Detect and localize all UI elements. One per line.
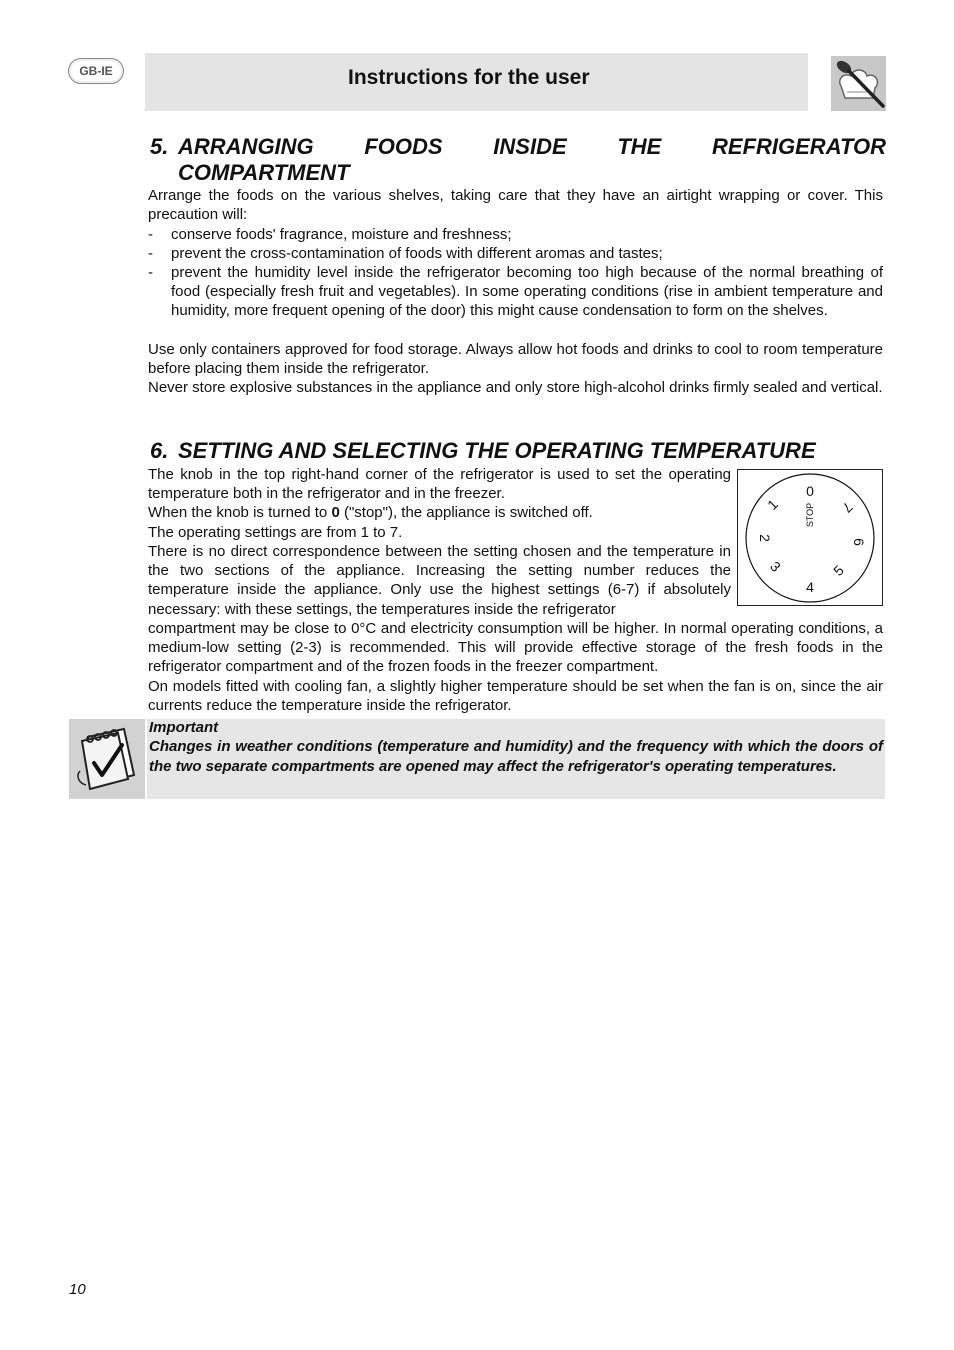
notepad-check-icon <box>74 723 140 795</box>
section5-title-word: THE <box>617 134 662 159</box>
knob-label-7: 7 <box>839 499 856 516</box>
section6-p4-wide: compartment may be close to 0°C and electricity consumption will be higher. In normal operating conditions, a medium-low setting (2-3) is recommended. This will provide effective storage of the fresh foods in the refrigerator compartment and of the frozen foods in the freezer compartment. <box>148 620 883 676</box>
section5-title-word: INSIDE <box>493 134 567 159</box>
important-note-text <box>149 718 883 776</box>
section5-title-line2: COMPARTMENT <box>178 160 350 185</box>
section6-p2-text: ("stop"), the appliance is switched off. <box>339 504 593 521</box>
knob-label-0: 0 <box>806 483 814 499</box>
page-header-title: Instructions for the user <box>348 66 590 89</box>
note-body: Changes in weather conditions (temperature and humidity) and the frequency with which the doors of the two separate compartments are opened may affect the refrigerator's operating temperatures. <box>149 738 883 775</box>
section6-title: SETTING AND SELECTING THE OPERATING TEMPERATURE <box>178 438 816 463</box>
section6-p2-bold: 0 <box>331 504 340 521</box>
section5-title-word: REFRIGERATOR <box>712 134 886 159</box>
knob-label-2: 2 <box>757 534 773 542</box>
section6-p1: The knob in the top right-hand corner of the refrigerator is used to set the operating temperature both in the refrigerator and in the freezer. <box>148 466 731 503</box>
section5-intro: Arrange the foods on the various shelves, taking care that they have an airtight wrapping or cover. This precaution will: <box>148 187 883 224</box>
section6-number: 6. <box>150 438 169 463</box>
page-number: 10 <box>69 1281 86 1298</box>
knob-label-5: 5 <box>830 562 847 579</box>
section5-number: 5. <box>150 134 169 159</box>
section6-p3: The operating settings are from 1 to 7. <box>148 524 403 541</box>
section5-title-word: ARRANGING <box>178 134 314 159</box>
bullet-item: prevent the humidity level inside the refrigerator becoming too high because of the normal breathing of food (especially fresh fruit and vegetables). In some operating conditions (rise in ambient temperature and humidity, more frequent opening of the door) this might cause condensation to form on the shelves. <box>171 264 883 320</box>
section5-title-line1 <box>178 134 886 160</box>
section5-para3: Never store explosive substances in the appliance and only store high-alcohol drinks firmly sealed and vertical. <box>148 379 883 396</box>
knob-stop-label: STOP <box>805 502 815 528</box>
knob-label-4: 4 <box>806 579 814 595</box>
knob-label-1: 1 <box>764 496 781 513</box>
bullet-marker: - <box>148 226 153 243</box>
section5-title-word: FOODS <box>364 134 443 159</box>
bullet-item: prevent the cross-contamination of foods with different aromas and tastes; <box>171 245 663 262</box>
bullet-item: conserve foods' fragrance, moisture and freshness; <box>171 226 512 243</box>
language-badge: GB-IE <box>68 58 124 84</box>
section5-para2: Use only containers approved for food storage. Always allow hot foods and drinks to cool to room temperature before placing them inside the refrigerator. <box>148 341 883 378</box>
section6-p2 <box>148 503 731 522</box>
knob-label-6: 6 <box>851 538 867 546</box>
section6-p4-narrow: There is no direct correspondence between the setting chosen and the temperature in the two sections of the appliance. Increasing the setting number reduces the temperature inside the appliance. Only use the highest settings (6-7) if absolutely necessary: with these settings, the temperatures inside the refrigerator <box>148 543 731 618</box>
note-separator <box>145 719 147 799</box>
note-heading: Important <box>149 719 219 736</box>
section6-p2-text: When the knob is turned to <box>148 504 332 521</box>
bullet-marker: - <box>148 245 153 262</box>
chef-spoon-icon <box>831 56 886 111</box>
bullet-marker: - <box>148 264 153 281</box>
section6-p5: On models fitted with cooling fan, a slightly higher temperature should be set when the fan is on, since the air currents reduce the temperature inside the refrigerator. <box>148 678 883 715</box>
temperature-knob-diagram <box>737 469 883 606</box>
knob-label-3: 3 <box>767 558 784 575</box>
